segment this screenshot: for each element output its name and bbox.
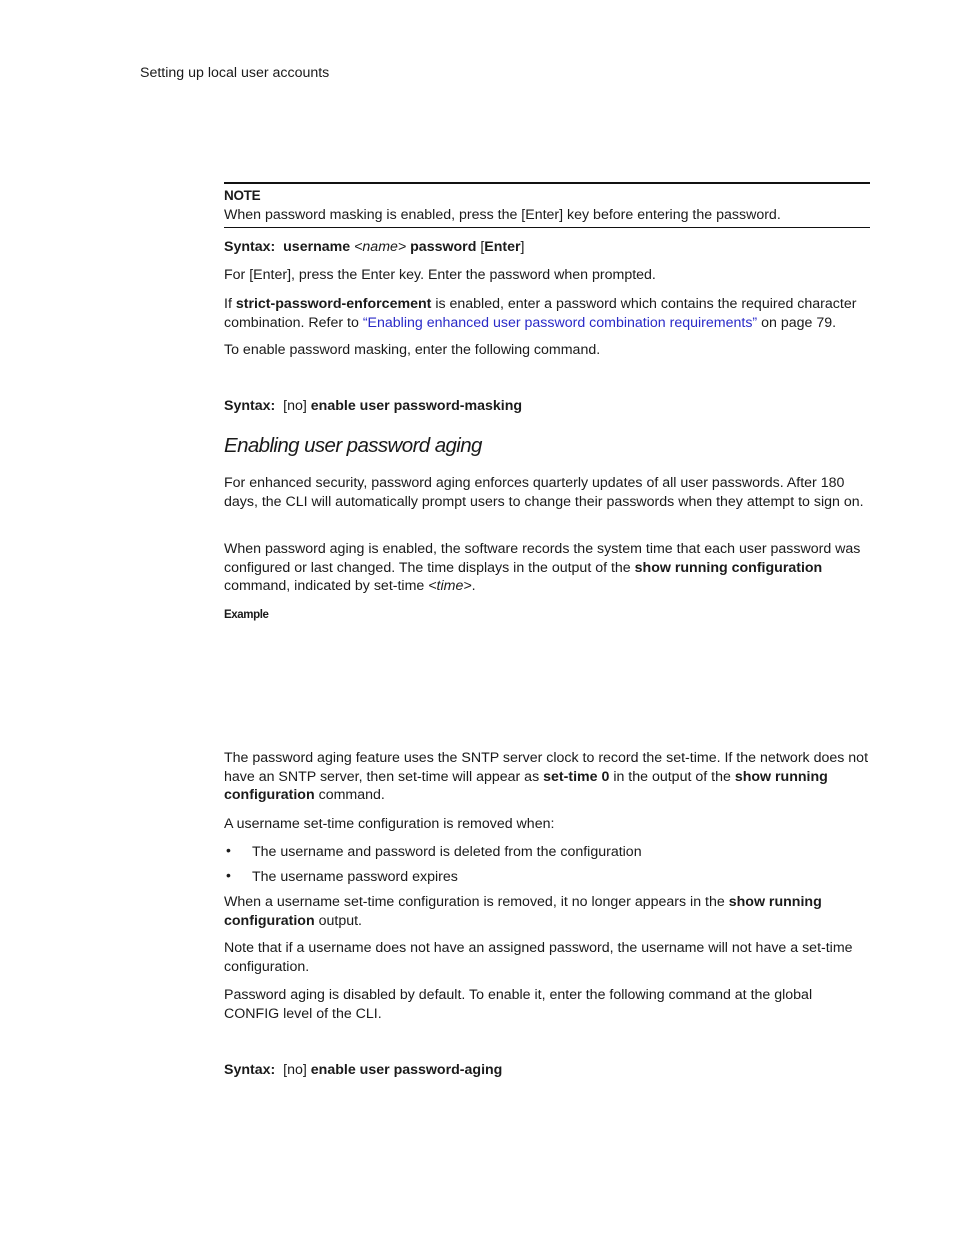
- syntax-option: [no]: [283, 398, 307, 414]
- bullet-icon: •: [226, 842, 231, 858]
- text: is enabled, enter a password which contains the required character combination. Refer to: [224, 296, 857, 331]
- paragraph-text: To enable password masking, enter the following command.: [224, 342, 601, 358]
- syntax-command: username: [283, 239, 351, 255]
- section-heading: Enabling user password aging: [224, 434, 482, 457]
- example-label: [224, 606, 870, 625]
- syntax-bracket: ]: [520, 239, 525, 255]
- note-label: NOTE: [224, 188, 261, 203]
- syntax-command: enable user password-masking: [310, 398, 523, 414]
- syntax-argument: <name>: [354, 239, 407, 255]
- syntax-label: Syntax:: [224, 1062, 276, 1078]
- cross-reference-link[interactable]: “Enabling enhanced user password combination requirements”: [362, 314, 758, 331]
- para-nopass: [224, 939, 870, 976]
- keyword: show running configuration: [634, 559, 823, 576]
- keyword: strict-password-enforcement: [235, 296, 432, 312]
- text: When a username set-time configuration is removed, it no longer appears in the: [224, 894, 725, 910]
- para-sntp: [224, 749, 870, 805]
- text: The password aging feature uses the SNTP server clock to record the set-time. If the network does not have an SNTP server, then set-time will appear as: [224, 750, 869, 785]
- text: output.: [318, 912, 362, 929]
- para-enter: [224, 266, 870, 285]
- para-aging-2: [224, 540, 870, 596]
- example-heading: Example: [224, 609, 269, 621]
- argument: <time>: [428, 578, 472, 594]
- text: .: [471, 578, 476, 594]
- paragraph-text: Password aging is disabled by default. To enable it, enter the following command at the global CONFIG level of the CLI.: [224, 987, 813, 1022]
- list-item-text: The username and password is deleted from the configuration: [252, 844, 642, 860]
- syntax-option: [no]: [283, 1062, 307, 1078]
- note-bottom-rule: [224, 227, 870, 228]
- list-item: [252, 868, 458, 887]
- paragraph-text: A username set-time configuration is removed when:: [224, 816, 555, 832]
- syntax-label: Syntax:: [224, 398, 276, 414]
- syntax-bracket: [: [480, 239, 485, 255]
- note-text: When password masking is enabled, press the [Enter] key before entering the password.: [224, 206, 781, 223]
- paragraph-text: For enhanced security, password aging enforces quarterly updates of all user passwords. After 180 days, the CLI will automatically prompt users to change their passwords when they attempt to sign on.: [224, 475, 864, 510]
- note-box: [224, 187, 870, 224]
- keyword: show running configuration: [224, 894, 822, 929]
- syntax-password-aging: [224, 1061, 870, 1080]
- syntax-username-password: [224, 238, 870, 257]
- keyword: show running configuration: [224, 768, 828, 803]
- paragraph-text: Note that if a username does not have an assigned password, the username will not have a set-time configuration.: [224, 940, 853, 975]
- syntax-command: enable user password-aging: [310, 1062, 503, 1078]
- text: When password aging is enabled, the software records the system time that each user password was configured or last changed. The time displays in the output of the: [224, 541, 861, 576]
- text: on page 79.: [761, 314, 837, 331]
- para-aging-1: [224, 474, 870, 511]
- syntax-keyword: Enter: [484, 239, 521, 255]
- para-removed-intro: [224, 815, 870, 834]
- text: command, indicated by set-time: [224, 578, 425, 594]
- text: command.: [318, 787, 385, 803]
- syntax-password-masking: [224, 397, 870, 416]
- text: If: [224, 296, 232, 312]
- note-top-rule: [224, 182, 870, 184]
- para-disabled: [224, 986, 870, 1023]
- keyword: set-time 0: [543, 768, 610, 785]
- list-item-text: The username password expires: [252, 869, 458, 885]
- para-removed: [224, 893, 870, 930]
- running-header: Setting up local user accounts: [140, 65, 330, 81]
- paragraph-text: For [Enter], press the Enter key. Enter the password when prompted.: [224, 267, 656, 283]
- syntax-command: password: [410, 239, 477, 255]
- text: in the output of the: [613, 768, 731, 785]
- bullet-icon: •: [226, 867, 231, 883]
- list-item: [252, 843, 642, 862]
- para-masking-intro: [224, 341, 870, 360]
- para-strict: [224, 295, 870, 332]
- syntax-label: Syntax:: [224, 239, 276, 255]
